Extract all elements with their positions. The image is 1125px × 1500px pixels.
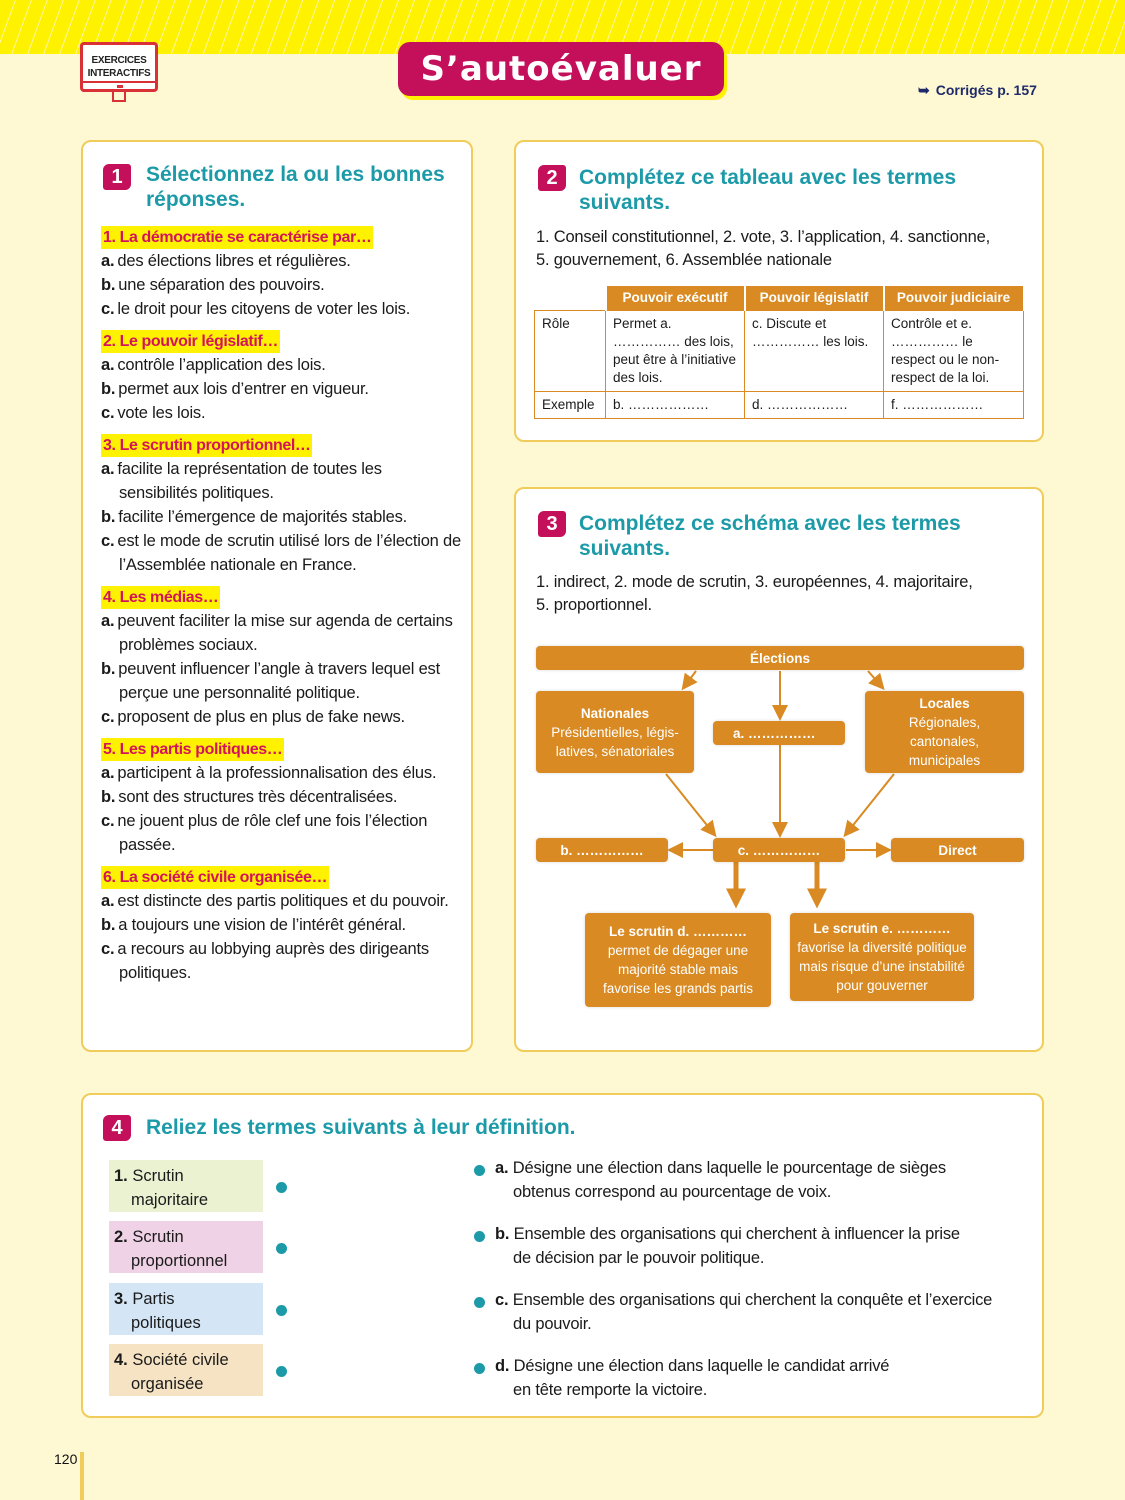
answer-option[interactable] <box>101 377 461 401</box>
option-key: c. <box>101 532 115 550</box>
answer-option[interactable] <box>101 529 461 577</box>
question-block <box>101 866 461 985</box>
option-text: ne jouent plus de rôle clef une fois l’élection passée. <box>117 812 428 854</box>
terms-line: 5. proportionnel. <box>536 596 652 614</box>
answer-option[interactable] <box>101 937 461 985</box>
page-number: 120 <box>54 1451 78 1467</box>
term-box <box>109 1160 263 1212</box>
definition-connector-dot[interactable] <box>474 1231 485 1242</box>
answer-option[interactable] <box>101 457 461 505</box>
terms-list <box>536 226 990 272</box>
option-text: est le mode de scrutin utilisé lors de l’élection de l’Assemblée nationale en France. <box>117 532 461 574</box>
option-key: c. <box>101 300 115 318</box>
option-text: sont des structures très décentralisées. <box>118 788 398 806</box>
fill-in-cell[interactable]: Permet a. …………… des lois, peut être à l’initiative des lois. <box>606 311 745 392</box>
exercise-3-card <box>514 487 1044 1052</box>
definition-item <box>495 1156 1015 1204</box>
option-text: peuvent faciliter la mise sur agenda de certains problèmes sociaux. <box>117 612 453 654</box>
option-key: c. <box>101 708 115 726</box>
interactive-exercises-button[interactable] <box>80 42 158 92</box>
option-key: a. <box>101 460 115 478</box>
fill-in-cell[interactable]: b. ……………… <box>606 392 745 419</box>
term-connector-dot[interactable] <box>276 1243 287 1254</box>
definition-key: c. <box>495 1291 509 1309</box>
scrutin-e-title: Le scrutin e. ………… <box>813 921 951 936</box>
exercise-number-badge: 4 <box>103 1115 131 1141</box>
exercise-title: Sélectionnez la ou les bonnes réponses. <box>146 163 445 211</box>
direct-box <box>891 838 1024 862</box>
question-block <box>101 330 461 425</box>
scrutin-e-sub: favorise la diversité politique mais risque d’une instabilité pour gouverner <box>797 940 967 993</box>
term-text: proportionnel <box>131 1252 228 1270</box>
column-header: Pouvoir législatif <box>745 285 884 311</box>
option-text: a recours au lobbying auprès des dirigeants politiques. <box>117 940 429 982</box>
term-number: 1. <box>114 1167 128 1185</box>
exercise-number-badge: 2 <box>538 165 566 191</box>
definition-item <box>495 1354 1015 1402</box>
definition-text: en tête remporte la victoire. <box>513 1381 708 1399</box>
option-text: le droit pour les citoyens de voter les lois. <box>117 300 411 318</box>
option-text: proposent de plus en plus de fake news. <box>117 708 405 726</box>
definition-item <box>495 1288 1015 1336</box>
definition-text: Désigne une élection dans laquelle le pourcentage de sièges <box>512 1159 946 1177</box>
option-text: des élections libres et régulières. <box>117 252 351 270</box>
question-heading: 5. Les partis politiques… <box>101 738 284 761</box>
definition-item <box>495 1222 1015 1270</box>
blank-a-box[interactable] <box>713 721 845 745</box>
term-text: Scrutin <box>132 1228 184 1246</box>
definition-key: d. <box>495 1357 510 1375</box>
term-text: politiques <box>131 1314 201 1332</box>
term-number: 4. <box>114 1351 128 1369</box>
definition-text: du pouvoir. <box>513 1315 592 1333</box>
definition-text: Ensemble des organisations qui cherchent à influencer la prise <box>513 1225 960 1243</box>
terms-line: 1. Conseil constitutionnel, 2. vote, 3. l’application, 4. sanctionne, <box>536 228 990 246</box>
blank-c-label: c. …………… <box>737 842 821 858</box>
elections-label: Élections <box>749 650 811 666</box>
corriges-link[interactable] <box>918 82 1037 99</box>
powers-table <box>534 284 1025 419</box>
question-block <box>101 738 461 857</box>
definition-connector-dot[interactable] <box>474 1363 485 1374</box>
option-key: b. <box>101 788 116 806</box>
option-text: a toujours une vision de l’intérêt général. <box>118 916 406 934</box>
answer-option[interactable] <box>101 249 461 273</box>
term-text: Scrutin <box>132 1167 184 1185</box>
column-header: Pouvoir judiciaire <box>884 285 1024 311</box>
definition-key: b. <box>495 1225 510 1243</box>
option-text: participent à la professionnalisation des élus. <box>117 764 437 782</box>
answer-option[interactable] <box>101 809 461 857</box>
exercise-1-card <box>81 140 473 1052</box>
corriges-label: Corrigés p. 157 <box>935 82 1037 98</box>
answer-option[interactable] <box>101 401 461 425</box>
answer-option[interactable] <box>101 657 461 705</box>
answer-option[interactable] <box>101 273 461 297</box>
question-block <box>101 434 461 577</box>
option-text: permet aux lois d’entrer en vigueur. <box>118 380 369 398</box>
nationales-title: Nationales <box>580 705 650 721</box>
question-heading: 4. Les médias… <box>101 586 220 609</box>
scrutin-d-box[interactable] <box>585 913 771 1007</box>
exercise-title: Complétez ce schéma avec les termes suivants. <box>579 512 961 560</box>
locales-title: Locales <box>919 696 970 711</box>
term-connector-dot[interactable] <box>276 1305 287 1316</box>
definition-connector-dot[interactable] <box>474 1297 485 1308</box>
option-key: c. <box>101 940 115 958</box>
exercise-number-badge: 1 <box>103 164 131 190</box>
option-text: vote les lois. <box>117 404 206 422</box>
option-text: une séparation des pouvoirs. <box>118 276 325 294</box>
definition-key: a. <box>495 1159 509 1177</box>
blank-b-label: b. …………… <box>560 842 644 858</box>
option-key: a. <box>101 356 115 374</box>
terms-line: 5. gouvernement, 6. Assemblée nationale <box>536 251 832 269</box>
locales-box <box>865 691 1024 773</box>
scrutin-e-box[interactable] <box>790 913 974 1001</box>
exercise-title: Reliez les termes suivants à leur définition. <box>146 1116 576 1139</box>
page-margin-bar <box>80 1452 84 1500</box>
row-label: Rôle <box>535 311 606 392</box>
option-key: c. <box>101 404 115 422</box>
term-connector-dot[interactable] <box>276 1182 287 1193</box>
answer-option[interactable] <box>101 705 461 729</box>
definition-text: de décision par le pouvoir politique. <box>513 1249 765 1267</box>
exercise-2-card <box>514 140 1044 442</box>
monitor-icon <box>83 81 155 83</box>
term-connector-dot[interactable] <box>276 1366 287 1377</box>
option-key: a. <box>101 612 115 630</box>
answer-option[interactable] <box>101 889 461 913</box>
blank-c-box[interactable] <box>713 838 845 862</box>
option-key: b. <box>101 380 116 398</box>
fill-in-cell[interactable]: c. Discute et …………… les lois. <box>745 311 884 392</box>
answer-option[interactable] <box>101 761 461 785</box>
page-title <box>398 42 724 96</box>
exercise-number-badge: 3 <box>538 511 566 537</box>
nationales-sub: Présidentielles, légis-latives, sénatoriales <box>551 724 679 759</box>
blank-b-box[interactable] <box>536 838 668 862</box>
term-text: organisée <box>131 1375 204 1393</box>
table-corner <box>535 285 606 311</box>
option-text: est distincte des partis politiques et du pouvoir. <box>117 892 449 910</box>
question-heading: 1. La démocratie se caractérise par… <box>101 226 373 249</box>
definition-text: Désigne une élection dans laquelle le candidat arrivé <box>513 1357 890 1375</box>
term-box <box>109 1283 263 1335</box>
fill-in-cell[interactable]: d. ……………… <box>745 392 884 419</box>
question-heading: 6. La société civile organisée… <box>101 866 329 889</box>
term-number: 2. <box>114 1228 128 1246</box>
table-row <box>535 392 1024 419</box>
option-text: contrôle l’application des lois. <box>117 356 326 374</box>
scrutin-d-sub: permet de dégager une majorité stable mais favorise les grands partis <box>602 943 754 996</box>
answer-option[interactable] <box>101 785 461 809</box>
fill-in-cell[interactable]: Contrôle et e. …………… le respect ou le non-respect de la loi. <box>884 311 1024 392</box>
table-row <box>535 311 1024 392</box>
exercise-title: Complétez ce tableau avec les termes suivants. <box>579 166 957 214</box>
term-text: Partis <box>132 1290 175 1308</box>
answer-option[interactable] <box>101 353 461 377</box>
option-key: c. <box>101 812 115 830</box>
answer-option[interactable] <box>101 609 461 657</box>
option-text: peuvent influencer l’angle à travers lequel est perçue une personnalité politique. <box>118 660 440 702</box>
page-title-text: S’autoévaluer <box>420 49 702 89</box>
question-heading: 2. Le pouvoir législatif… <box>101 330 280 353</box>
column-header: Pouvoir exécutif <box>606 285 745 311</box>
option-text: facilite la représentation de toutes les sensibilités politiques. <box>117 460 382 502</box>
term-text: Société civile <box>132 1351 229 1369</box>
option-key: b. <box>101 660 116 678</box>
answer-option[interactable] <box>101 505 461 529</box>
answer-option[interactable] <box>101 297 461 321</box>
monitor-stand-icon <box>112 92 126 102</box>
term-number: 3. <box>114 1290 128 1308</box>
definition-text: obtenus correspond au pourcentage de voix. <box>513 1183 832 1201</box>
logo-line2: INTERACTIFS <box>87 68 151 79</box>
locales-sub: Régionales, cantonales, municipales <box>908 715 981 768</box>
question-list <box>101 226 461 994</box>
elections-box <box>536 646 1024 670</box>
answer-option[interactable] <box>101 913 461 937</box>
terms-line: 1. indirect, 2. mode de scrutin, 3. européennes, 4. majoritaire, <box>536 573 973 591</box>
nationales-box <box>536 691 694 773</box>
option-key: a. <box>101 764 115 782</box>
direct-label: Direct <box>938 842 977 858</box>
blank-a-label: a. …………… <box>733 725 816 741</box>
logo-line1: EXERCICES <box>91 55 147 66</box>
arrow-right-icon: ➥ <box>918 82 930 98</box>
exercise-4-card <box>81 1093 1044 1418</box>
question-heading: 3. Le scrutin proportionnel… <box>101 434 312 457</box>
option-key: b. <box>101 508 116 526</box>
question-block <box>101 586 461 729</box>
option-key: a. <box>101 892 115 910</box>
row-label: Exemple <box>535 392 606 419</box>
definition-connector-dot[interactable] <box>474 1165 485 1176</box>
question-block <box>101 226 461 321</box>
definition-text: Ensemble des organisations qui cherchent la conquête et l’exercice <box>512 1291 993 1309</box>
option-text: facilite l’émergence de majorités stables. <box>118 508 408 526</box>
term-box <box>109 1344 263 1396</box>
option-key: b. <box>101 276 116 294</box>
term-text: majoritaire <box>131 1191 209 1209</box>
monitor-dot <box>117 85 123 88</box>
option-key: b. <box>101 916 116 934</box>
term-box <box>109 1221 263 1273</box>
option-key: a. <box>101 252 115 270</box>
fill-in-cell[interactable]: f. ……………… <box>884 392 1024 419</box>
scrutin-d-title: Le scrutin d. ………… <box>608 924 747 939</box>
